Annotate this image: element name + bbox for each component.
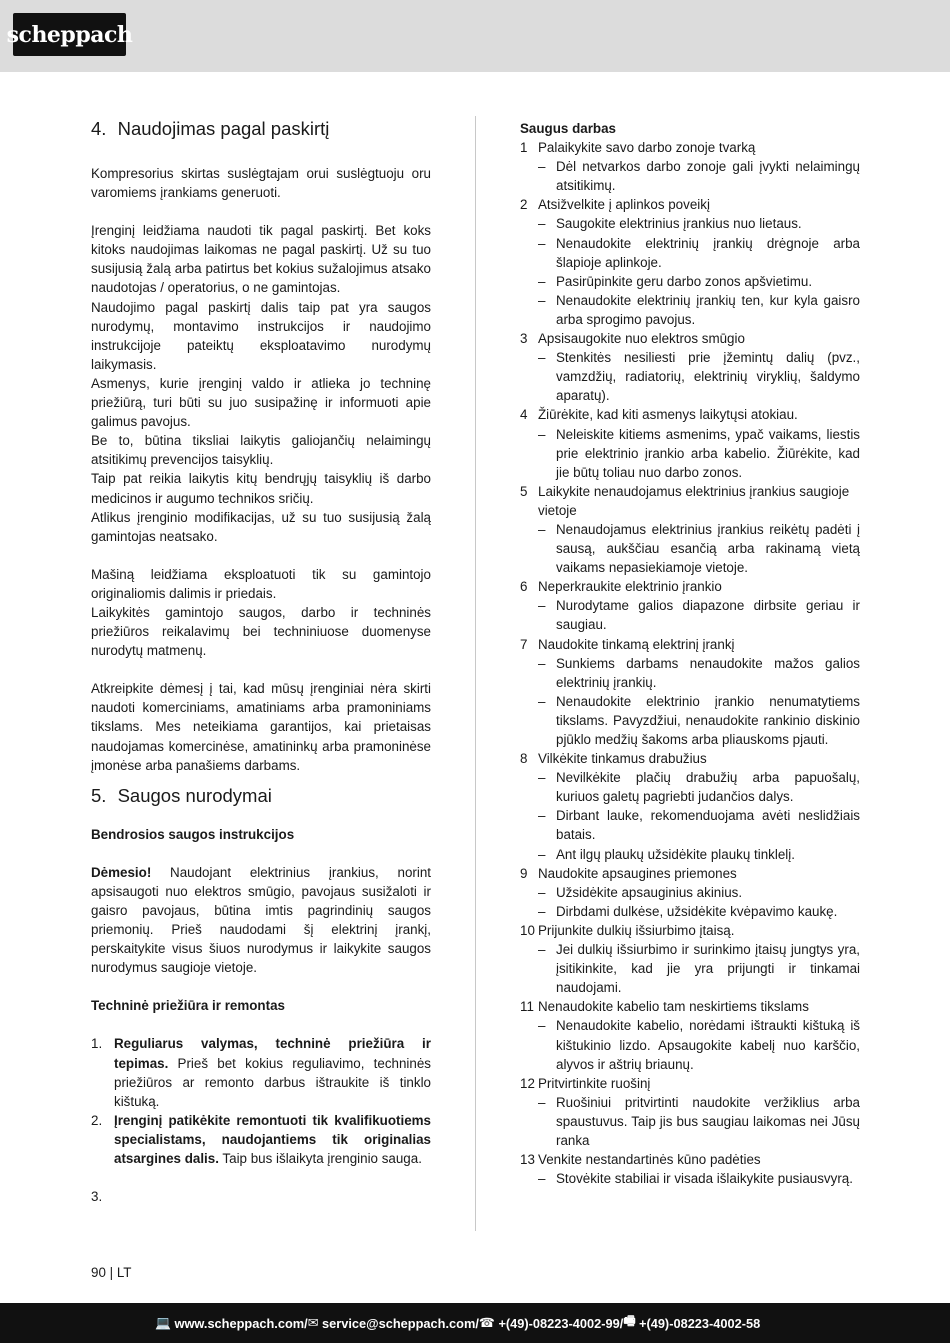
intended-use-p6: Taip pat reikia laikytis kitų bendrųjų taisyklių iš darbo medicinos ir augumo technikos sričių.: [91, 471, 431, 506]
intended-use-p1: Kompresorius skirtas suslėgtajam orui suslėgtuoju oru varomiems įrankiams generuoti.: [91, 166, 431, 201]
safe-work-subitem-text: Sunkiems darbams nenaudokite mažos galios elektrinių įrankių.: [556, 655, 860, 690]
safe-work-subitem: [520, 425, 860, 482]
intended-use-p8: Mašiną leidžiama eksploatuoti tik su gamintojo originaliomis dalimis ir priedais.: [91, 566, 431, 601]
footer-separator: /: [475, 1315, 479, 1331]
safe-work-item: [520, 864, 860, 883]
attention-label: Dėmesio!: [91, 864, 152, 880]
page-footer: [0, 1303, 950, 1343]
safe-work-subitem: [520, 692, 860, 749]
safe-work-subitem: [520, 768, 860, 806]
safe-work-subitem-text: Nenaudokite elektrinių įrankių drėgnoje arba šlapioje aplinkoje.: [556, 235, 860, 270]
maintenance-item-number: 1.: [91, 1036, 103, 1052]
safe-work-subitem: [520, 520, 860, 577]
intended-use-p10: Atkreipkite dėmesį į tai, kad mūsų įrenginiai nėra skirti naudoti komerciniams, amatiniams arba pramoniniams tikslams. Mes neteikiama garantijos, kai prietaisas naudojamas komercinėse, amatininkų arba pramoninėse įmonėse arba panašiems darbams.: [91, 681, 431, 773]
dash-bullet: –: [538, 350, 546, 366]
safe-work-item-text: Neperkraukite elektrinio įrankio: [538, 579, 722, 595]
phone-icon: ☎: [478, 1315, 495, 1330]
safe-work-subitem: [520, 883, 860, 902]
safe-work-subitem-text: Dirbant lauke, rekomenduojama avėti neslidžiais batais.: [556, 808, 860, 843]
maintenance-item-text: Prieš bet kokius reguliavimo, techninės priežiūros ar remonto darbus ištraukite iš tinklo kištuką.: [114, 1055, 431, 1109]
safe-work-item: [520, 749, 860, 768]
dash-bullet: –: [538, 903, 546, 919]
safe-work-subitem: [520, 348, 860, 405]
intended-use-p4: Asmenys, kurie įrenginį valdo ir atlieka jo techninę priežiūrą, turi būti su juo susipažinę ir informuoti apie galimus pavojus.: [91, 375, 431, 430]
column-divider: [475, 116, 476, 1231]
footer-website: www.scheppach.com: [174, 1315, 305, 1331]
safe-work-subitem: [520, 272, 860, 291]
safe-work-subitem: [520, 1093, 860, 1150]
safe-work-item-number: 10: [520, 922, 535, 938]
safe-work-item-text: Laikykite nenaudojamus elektrinius įrankius saugioje vietoje: [538, 483, 850, 518]
safe-work-subitem: [520, 654, 860, 692]
section-4-heading: [91, 118, 431, 140]
safe-work-subitem-text: Stovėkite stabiliai ir visada išlaikykite pusiausvyrą.: [556, 1171, 853, 1187]
safe-work-item-number: 9: [520, 865, 528, 881]
safe-work-list: [520, 138, 860, 1188]
footer-phone: +(49)-08223-4002-99: [498, 1315, 620, 1331]
safe-work-item-text: Nenaudokite kabelio tam neskirtiems tikslams: [538, 999, 809, 1015]
intended-use-p5: Be to, būtina tiksliai laikytis galiojančių nelaimingų atsitikimų prevencijos taisyklių.: [91, 433, 431, 468]
safe-work-subitem-text: Jei dulkių išsiurbimo ir surinkimo įtaisų jungtys yra, įsitikinkite, kad jie yra prijungti ir tinkamai naudojami.: [556, 942, 860, 996]
safe-work-subitem: [520, 806, 860, 844]
maintenance-item-bold: Reguliarus valymas, techninė priežiūra ir tepimas.: [114, 1036, 431, 1071]
page-number: [91, 1265, 132, 1280]
dash-bullet: –: [538, 693, 546, 709]
safe-work-item-text: Žiūrėkite, kad kiti asmenys laikytųsi atokiau.: [538, 407, 798, 423]
dash-bullet: –: [538, 159, 546, 175]
safe-work-item-number: 4: [520, 407, 528, 423]
dash-bullet: –: [538, 808, 546, 824]
safe-work-subitem-text: Ruošiniui pritvirtinti naudokite veržiklius arba spaustuvus. Taip jis bus saugiau laikomas nei Jūsų ranka: [556, 1094, 860, 1148]
dash-bullet: –: [538, 1094, 546, 1110]
page-number-value: 90: [91, 1265, 106, 1280]
left-column: [91, 118, 431, 1206]
safe-work-subitem-text: Neleiskite kitiems asmenims, ypač vaikams, liestis prie elektrinio įrankio arba kabelio. Žiūrėkite, kad jie būtų toliau nuo darbo zonos.: [556, 426, 860, 480]
safe-work-item-number: 2: [520, 197, 528, 213]
safe-work-item: [520, 1150, 860, 1169]
safe-work-item-text: Palaikykite savo darbo zonoje tvarką: [538, 140, 756, 156]
dash-bullet: –: [538, 1018, 546, 1034]
safe-work-subitem: [520, 940, 860, 997]
safe-work-item: [520, 577, 860, 596]
intended-use-p2: Įrenginį leidžiama naudoti tik pagal paskirtį. Bet koks kitoks naudojimas laikomas ne pagal paskirtį. Už su tuo susijusią žalą arba patirtus bet kokius sužalojimus atsako naudotojas / operatorius, o ne gamintojas.: [91, 223, 431, 296]
dash-bullet: –: [538, 521, 546, 537]
maintenance-heading: Techninė priežiūra ir remontas: [91, 998, 285, 1014]
safe-work-item: [520, 997, 860, 1016]
section-4-title: Naudojimas pagal paskirtį: [117, 118, 330, 139]
maintenance-list: [91, 1034, 431, 1206]
safe-work-item-text: Atsižvelkite į aplinkos poveikį: [538, 197, 710, 213]
dash-bullet: –: [538, 426, 546, 442]
safe-work-subitem: [520, 845, 860, 864]
safe-work-subitem-text: Nurodytame galios diapazone dirbsite geriau ir saugiau.: [556, 598, 860, 633]
safe-work-item-number: 13: [520, 1152, 535, 1168]
dash-bullet: –: [538, 598, 546, 614]
right-column: [520, 119, 860, 1188]
safe-work-subitem-text: Nenaudojamus elektrinius įrankius reikėtų padėti į sausą, aukščiau esančią arba rakinamą vietą vaikams nepasiekiamoje vietoje.: [556, 521, 860, 576]
maintenance-item: [91, 1111, 431, 1168]
maintenance-item-number: 2.: [91, 1112, 103, 1128]
section-4-number: 4.: [91, 118, 107, 139]
page-number-separator: |: [109, 1265, 114, 1280]
safe-work-subitem: [520, 596, 860, 634]
footer-separator: /: [619, 1315, 624, 1331]
safe-work-subitem-text: Dėl netvarkos darbo zonoje gali įvykti nelaimingų atsitikimų.: [556, 159, 860, 194]
maintenance-item: [91, 1187, 431, 1206]
maintenance-item-number: 3.: [91, 1189, 103, 1205]
safe-work-subitem: [520, 291, 860, 329]
safe-work-item-number: 8: [520, 751, 528, 767]
dash-bullet: –: [538, 1171, 546, 1187]
safe-work-subitem-text: Pasirūpinkite geru darbo zonos apšvietimu.: [556, 273, 813, 289]
safe-work-item-text: Venkite nestandartinės kūno padėties: [538, 1152, 761, 1168]
dash-bullet: –: [538, 216, 546, 232]
safe-work-item-text: Pritvirtinkite ruošinį: [538, 1075, 651, 1091]
safe-work-item-text: Vilkėkite tinkamus drabužius: [538, 751, 707, 767]
safe-work-item: [520, 138, 860, 157]
dash-bullet: –: [538, 942, 546, 958]
safe-work-item: [520, 405, 860, 424]
safe-work-subitem-text: Stenkitės nesiliesti prie įžemintų dalių (pvz., vamzdžių, radiatorių, elektrinių viryklių, šaldymo aparatų).: [556, 350, 860, 404]
footer-fax: +(49)-08223-4002-58: [638, 1315, 761, 1331]
section-5-title: Saugos nurodymai: [117, 784, 272, 806]
scheppach-logo: scheppach: [13, 13, 126, 56]
dash-bullet: –: [538, 770, 546, 786]
safe-work-item: [520, 482, 860, 520]
safe-work-item-number: 12: [520, 1075, 535, 1091]
safe-work-item-number: 6: [520, 579, 528, 595]
safe-work-item-text: Naudokite tinkamą elektrinį įrankį: [538, 636, 735, 652]
safe-work-subitem: [520, 1016, 860, 1073]
intended-use-p9: Laikykitės gamintojo saugos, darbo ir techninės priežiūros reikalavimų bei techniniuose duomenyse nurodytų matmenų.: [91, 604, 431, 659]
section-5-number: 5.: [91, 784, 107, 806]
safe-work-subitem-text: Ant ilgų plaukų užsidėkite plaukų tinklelį.: [556, 846, 795, 862]
attention-text: Naudojant elektrinius įrankius, norint apsisaugoti nuo elektros smūgio, pavojaus susižaloti ir gaisro pavojaus, būtina imtis pagrindinių saugos priemonių. Prieš naudodami šį elektrinį įrankį, perskaitykite visus šiuos nurodymus ir laikykite saugos nurodymus saugioje vietoje.: [91, 864, 431, 976]
maintenance-item: [91, 1034, 431, 1110]
attention-paragraph: [91, 863, 431, 978]
intended-use-p3: Naudojimo pagal paskirtį dalis taip pat yra saugos nurodymų, montavimo instrukcijos ir naudojimo instrukcijoje pateiktų eksploatavimo nurodymų laikymasis.: [91, 299, 431, 372]
safe-work-item: [520, 1074, 860, 1093]
page-header: [0, 0, 950, 72]
dash-bullet: –: [538, 292, 546, 308]
safe-work-item: [520, 921, 860, 940]
safe-work-item-number: 1: [520, 140, 528, 156]
safe-work-subitem: [520, 234, 860, 272]
safe-work-subitem-text: Užsidėkite apsauginius akinius.: [556, 884, 743, 900]
safe-work-item-text: Prijunkite dulkių išsiurbimo įtaisą.: [538, 922, 735, 938]
dash-bullet: –: [538, 235, 546, 251]
mail-icon: ✉: [307, 1315, 319, 1330]
safe-work-item-text: Apsisaugokite nuo elektros smūgio: [538, 331, 745, 347]
safe-work-subitem-text: Nenaudokite elektrinio įrankio nenumatytiems tikslams. Pavyzdžiui, nenaudokite rankinio diskinio pjūklo medžių šakoms arba pliauskoms pjauti.: [556, 693, 860, 747]
safe-work-item-number: 3: [520, 331, 528, 347]
safe-work-item: [520, 195, 860, 214]
safe-work-subitem-text: Saugokite elektrinius įrankius nuo lietaus.: [556, 216, 802, 232]
safe-work-subitem: [520, 1169, 860, 1188]
computer-icon: 💻: [155, 1315, 171, 1330]
safe-work-subitem-text: Nenaudokite elektrinių įrankių ten, kur kyla gaisro arba sprogimo pavojus.: [556, 292, 860, 327]
safe-work-subitem: [520, 214, 860, 233]
safe-work-subitem-text: Dirbdami dulkėse, užsidėkite kvėpavimo kaukę.: [556, 903, 838, 919]
dash-bullet: –: [538, 655, 546, 671]
safe-work-subitem: [520, 902, 860, 921]
dash-bullet: –: [538, 884, 546, 900]
maintenance-item-text: Taip bus išlaikyta įrenginio sauga.: [218, 1151, 422, 1167]
safe-work-item: [520, 635, 860, 654]
safe-work-subitem-text: Nevilkėkite plačių drabužių arba papuošalų, kuriuos galetų pagriebti judančios dalys.: [556, 770, 860, 805]
footer-separator: /: [304, 1315, 308, 1331]
safe-work-subitem-text: Nenaudokite kabelio, norėdami ištraukti kištuką iš kištukinio lizdo. Apsaugokite kabelį nuo karščio, alyvos ir aštrių briaunų.: [556, 1018, 860, 1072]
page-language: LT: [116, 1265, 132, 1280]
safe-work-item-number: 7: [520, 636, 528, 652]
maintenance-item-bold: Įrenginį patikėkite remontuoti tik kvalifikuotiems specialistams, naudojantiems tik originalias atsargines dalis.: [114, 1112, 431, 1167]
safe-work-item: [520, 329, 860, 348]
dash-bullet: –: [538, 846, 546, 862]
dash-bullet: –: [538, 273, 546, 289]
safe-work-subitem: [520, 157, 860, 195]
footer-email: service@scheppach.com: [322, 1315, 476, 1331]
general-safety-heading: Bendrosios saugos instrukcijos: [91, 826, 295, 842]
safe-work-item-number: 11: [520, 999, 534, 1015]
safe-work-item-number: 5: [520, 483, 528, 499]
intended-use-p7: Atlikus įrenginio modifikacijas, už su tuo susijusią žalą gamintojas neatsako.: [91, 509, 431, 544]
fax-icon: 🖷: [623, 1313, 636, 1328]
section-5-heading: [91, 785, 431, 807]
safe-work-heading: Saugus darbas: [520, 121, 616, 136]
safe-work-item-text: Naudokite apsaugines priemones: [538, 865, 737, 881]
